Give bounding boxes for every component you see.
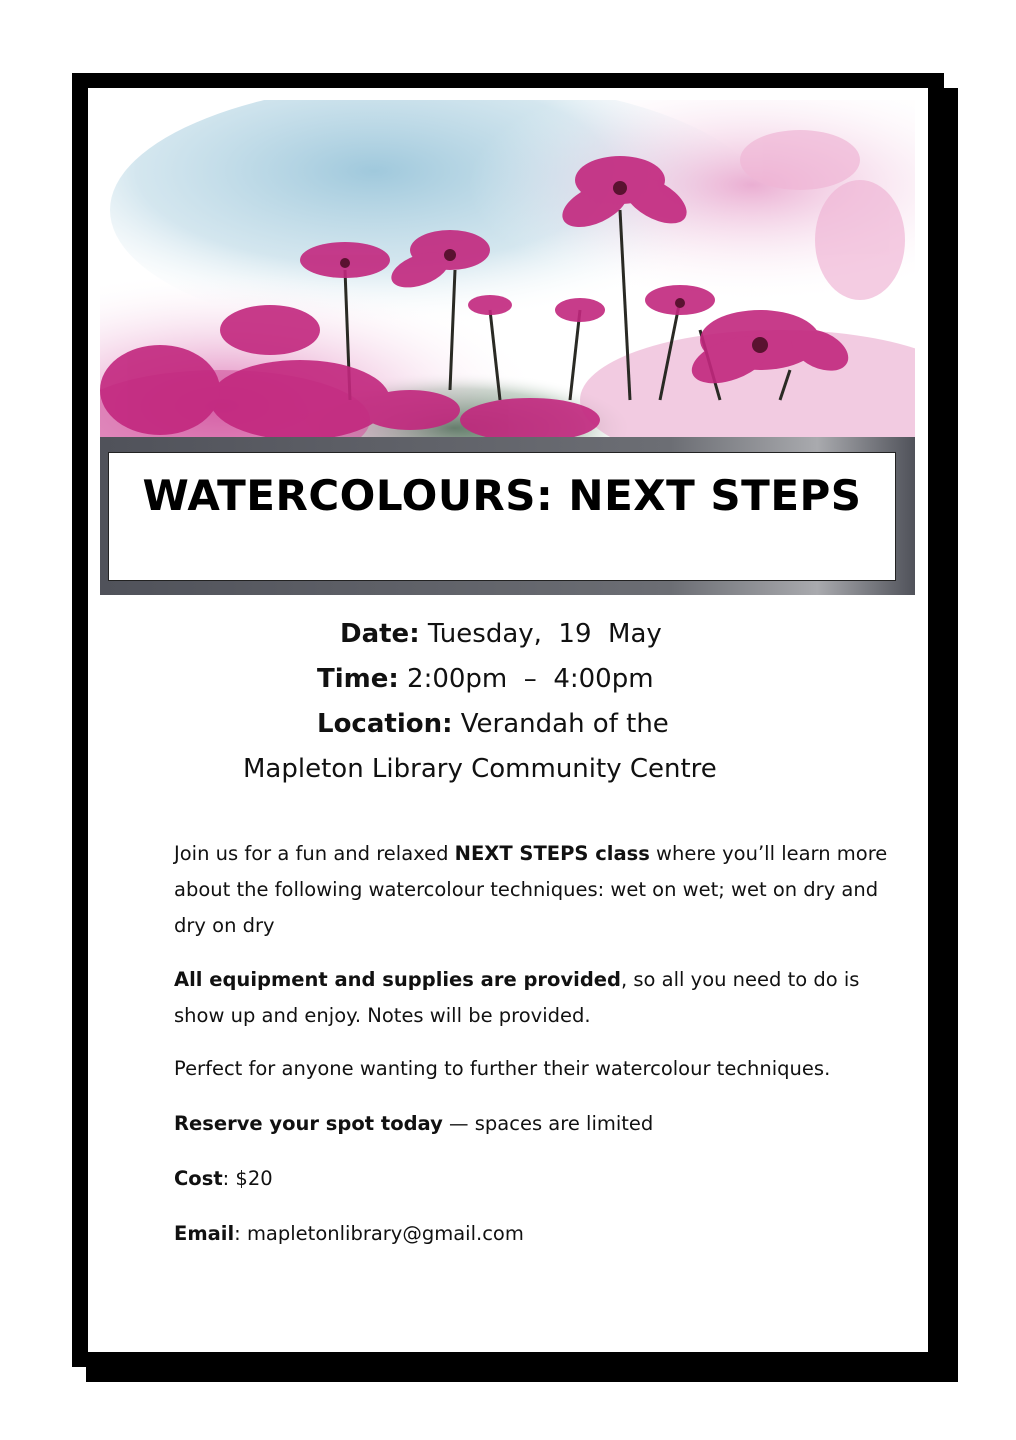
- intro-paragraph: [174, 836, 914, 944]
- location-value: Verandah of the: [460, 709, 669, 739]
- location-label: Location:: [317, 709, 453, 739]
- date-line: [340, 619, 662, 649]
- email-label: Email: [174, 1222, 235, 1245]
- location-line: [317, 709, 669, 739]
- audience-paragraph: Perfect for anyone wanting to further their watercolour techniques.: [174, 1057, 831, 1080]
- event-title: WATERCOLOURS: NEXT STEPS: [142, 471, 862, 520]
- intro-prefix: Join us for a fun and relaxed: [174, 842, 455, 865]
- watercolour-flowers-image: [100, 100, 915, 440]
- intro-suffix: where you’ll learn more about the following watercolour techniques: wet on wet; wet on dry and dry on dry: [174, 842, 888, 937]
- reserve-paragraph: [174, 1106, 914, 1142]
- reserve-emphasis: Reserve your spot today: [174, 1112, 443, 1135]
- time-label: Time:: [317, 664, 399, 694]
- title-box: [108, 452, 896, 581]
- email-line: [174, 1216, 914, 1252]
- supplies-emphasis: All equipment and supplies are provided: [174, 968, 621, 991]
- supplies-suffix: , so all you need to do is show up and enjoy. Notes will be provided.: [174, 968, 860, 1027]
- cost-line: [174, 1161, 914, 1197]
- time-value: 2:00pm – 4:00pm: [407, 664, 654, 694]
- intro-emphasis: NEXT STEPS class: [454, 842, 650, 865]
- reserve-suffix: — spaces are limited: [442, 1112, 654, 1135]
- supplies-paragraph: [174, 962, 914, 1034]
- email-value: : mapletonlibrary@gmail.com: [234, 1222, 524, 1245]
- date-label: Date:: [340, 619, 420, 649]
- date-value: Tuesday, 19 May: [427, 619, 662, 649]
- time-line: [317, 664, 654, 694]
- cost-label: Cost: [174, 1167, 223, 1190]
- cost-value: : $20: [222, 1167, 273, 1190]
- location-line-2: Mapleton Library Community Centre: [243, 754, 717, 784]
